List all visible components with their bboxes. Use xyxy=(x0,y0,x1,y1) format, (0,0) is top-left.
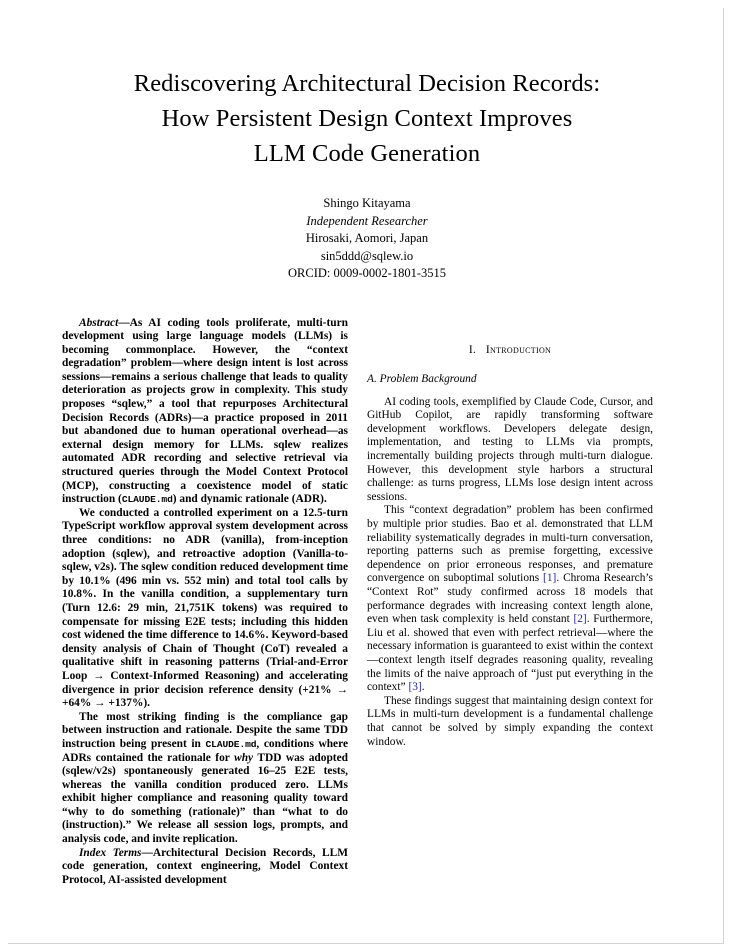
left-column xyxy=(62,317,348,888)
intro-p2-text-c: . Furthermore, Liu et al. showed that even with perfect retrieval—where the necessary information is guaranteed to exist within the context—context length itself degrades reasoning quality, revealing the limits of the naive approach of “just put everything in the context” xyxy=(367,613,654,694)
abstract-p3-text-c: TDD was adopted (sqlew/v2s) spontaneously generated 16–25 E2E tests, whereas the vanilla condition produced zero. LLMs exhibit higher compliance and reasoning quality toward “why to do something (rationale)” than “what to do (instruction).” We release all session logs, prompts, and analysis code, and invite replication. xyxy=(62,751,348,846)
abstract-p2-text-d: +137%). xyxy=(105,697,150,710)
citation-link-3[interactable]: [3] xyxy=(408,681,422,694)
author-orcid[interactable]: ORCID: 0009-0002-1801-3515 xyxy=(288,266,446,280)
abstract-p1-text-b: ) and dynamic rationale (ADR). xyxy=(172,493,327,506)
section-number: I. xyxy=(468,342,477,356)
title-line-1: Rediscovering Architectural Decision Records: xyxy=(133,70,601,97)
subsection-heading-problem-background: A. Problem Background xyxy=(367,373,477,386)
author-email[interactable]: sin5ddd@sqlew.io xyxy=(320,248,414,263)
right-column xyxy=(367,317,653,888)
abstract-p2-text-c: +64% xyxy=(62,697,95,710)
abstract-p3-text-a: The most striking finding is the compliance gap between instruction and rationale. Despite the same TDD instruction being present in xyxy=(62,710,348,750)
abstract-paragraph-1 xyxy=(62,317,348,507)
emphasis-why: why xyxy=(234,751,254,764)
intro-p2-text-b: . Chroma Research’s “Context Rot” study confirmed across 18 models that performance degrades with increasing context length alone, even when task complexity is held constant xyxy=(367,572,653,626)
claude-md-inline-code-1: CLAUDE.md xyxy=(121,494,173,506)
abstract-label: Abstract xyxy=(79,316,119,329)
citation-link-2[interactable]: [2] xyxy=(573,613,587,626)
author-location: Hirosaki, Aomori, Japan xyxy=(305,231,429,245)
arrow-glyph-3: → xyxy=(94,697,106,710)
abstract-p2-text-b: Context-Informed Reasoning) and accelerating divergence in prior decision reference density (+21% xyxy=(62,669,348,696)
title-line-3: LLM Code Generation xyxy=(253,140,481,167)
body-columns xyxy=(62,317,672,888)
arrow-glyph-1: → xyxy=(93,669,105,682)
paper-page xyxy=(8,8,724,944)
index-terms-paragraph xyxy=(62,847,348,888)
author-block xyxy=(62,195,672,283)
citation-link-1[interactable]: [1] xyxy=(543,572,557,585)
abstract-p1-text-a: —As AI coding tools proliferate, multi-turn development using large language models (LLMs) is becoming commonplace. However, the “context degradation” problem—where design intent is lost across sessions—remains a serious challenge that leads to quality deterioration as projects grow in complexity. This study proposes “sqlew,” a tool that repurposes Architectural Decision Records (ADRs)—a practice proposed in 2011 but abandoned due to human operational overhead—as external design memory for LLMs. sqlew realizes automated ADR recording and selective retrieval via structured queries through the Model Context Protocol (MCP), constructing a coexistence model of static instruction ( xyxy=(62,316,348,506)
index-terms-text: —Architectural Decision Records, LLM code generation, context engineering, Model Context Protocol, AI-assisted development xyxy=(62,846,348,886)
section-heading-introduction xyxy=(367,343,653,357)
arrow-glyph-2: → xyxy=(336,683,348,696)
intro-paragraph-3: These findings suggest that maintaining design context for LLMs in multi-turn development is a fundamental challenge that cannot be solved by simply expanding the context window. xyxy=(367,694,653,748)
paper-title xyxy=(62,66,672,171)
intro-p2-text-d: . xyxy=(421,681,425,694)
intro-paragraph-1: AI coding tools, exemplified by Claude Code, Cursor, and GitHub Copilot, are rapidly transforming software development workflows. Developers delegate design, implementation, and testing to LLMs via prompts, incrementally building projects through multi-turn dialogue. However, this development style harbors a structural challenge: as turns progress, LLMs lose design intent across sessions. xyxy=(367,395,653,503)
abstract-p2-text-a: We conducted a controlled experiment on a 12.5-turn TypeScript workflow approval system development across three conditions: no ADR (vanilla), from-inception adoption (sqlew), and retroactive adoption (Vanilla-to-sqlew, v2s). The sqlew condition reduced development time by 10.1% (496 min vs. 552 min) and total tool calls by 10.8%. In the vanilla condition, a supplementary turn (Turn 12.6: 29 min, 21,751K tokens) was required to compensate for missing E2E tests; including this hidden cost widened the time difference to 14.6%. Keyword-based density analysis of Chain of Thought (CoT) revealed a qualitative shift in reasoning patterns (Trial-and-Error Loop xyxy=(62,506,348,682)
claude-md-inline-code-2: CLAUDE.md xyxy=(205,738,257,750)
author-affiliation: Independent Researcher xyxy=(306,213,428,228)
section-title: Introduction xyxy=(485,342,552,356)
abstract-paragraph-3 xyxy=(62,711,348,847)
page-content xyxy=(62,8,672,887)
index-terms-label: Index Terms xyxy=(79,846,142,859)
title-line-2: How Persistent Design Context Improves xyxy=(161,105,573,132)
intro-paragraph-2 xyxy=(367,504,653,694)
abstract-paragraph-2 xyxy=(62,507,348,711)
abstract-p3-text-b: , conditions where ADRs contained the rationale for xyxy=(62,737,348,764)
author-name: Shingo Kitayama xyxy=(323,196,411,210)
intro-p2-text-a: This “context degradation” problem has been confirmed by multiple prior studies. Bao et al. demonstrated that LLM reliability systematically degrades in multi-turn conversation, reporting patterns such as premise forgetting, excessive dependence on prior erroneous responses, and premature convergence on suboptimal solutions xyxy=(367,504,653,585)
